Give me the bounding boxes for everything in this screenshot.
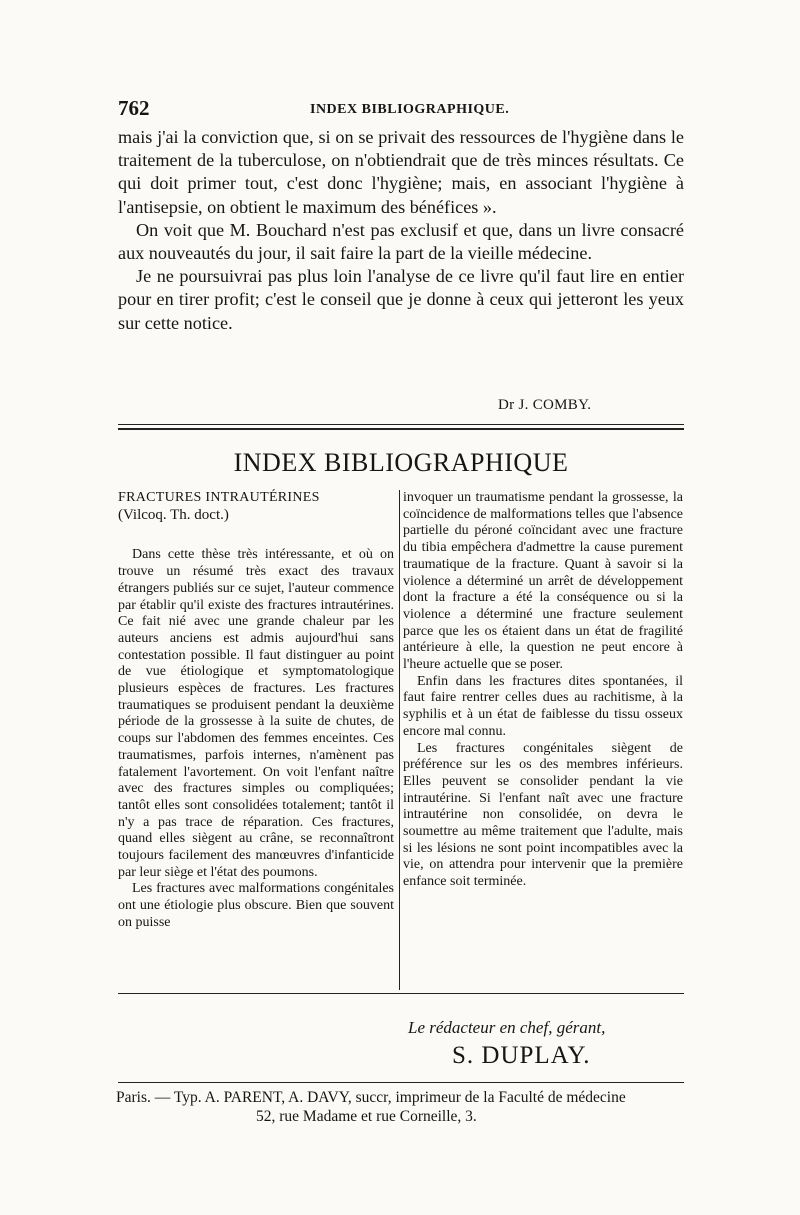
section-title: INDEX BIBLIOGRAPHIQUE [233,448,569,477]
intro-paragraph: On voit que M. Bouchard n'est pas exclusif et que, dans un livre consacré aux nouveautés du jour, il sait faire la part de la vieille médecine. [118,219,684,264]
running-head: INDEX BIBLIOGRAPHIQUE. [310,102,510,117]
column-divider [399,490,400,990]
page-number: 762 [118,96,150,120]
imprint-rule [118,1082,684,1083]
section-rule-bottom [118,428,684,430]
article-right-column [403,490,683,891]
article-paragraph: Les fractures congénitales siègent de préférence sur les os des membres inférieurs. Elles peuvent se consolider pendant la vie intrautérine. Si l'enfant naît avec une fracture intrautérine non consolidée, on devra le soumettre au même traitement que l'adulte, mais si les lésions ne sont point incompatibles avec la vie, on attendra pour intervenir que la première enfance soit terminée. [403,740,683,890]
intro-paragraph: Je ne poursuivrai pas plus loin l'analyse de ce livre qu'il faut lire en entier pour en tirer profit; c'est le conseil que je donne à ceux qui jetteront les yeux sur cette notice. [118,266,684,333]
article-end-rule [118,993,684,994]
editor-label: Le rédacteur en chef, gérant, [408,1018,606,1037]
imprint [116,1088,682,1126]
article-subtitle: (Vilcoq. Th. doct.) [118,506,229,523]
article-paragraph: invoquer un traumatisme pendant la grossesse, la coïncidence de malformations telles que l'absence partielle du péroné coïncidant avec une fracture du tibia empêchera d'admettre la cause purement traumatique de la fracture. Quant à savoir si la violence a déterminé un arrêt de développement dont la fracture a été la conséquence ou si la violence a déterminé une fracture seulement parce que les os étaient dans un état de fragilité antérieure à elle, la question ne peut encore à l'heure actuelle que se poser. [403,490,683,673]
review-signature: Dr J. COMBY. [498,397,592,413]
imprint-line: Paris. — Typ. A. PARENT, A. DAVY, succr, imprimeur de la Faculté de médecine [116,1089,626,1106]
intro-paragraph: mais j'ai la conviction que, si on se privait des ressources de l'hygiène dans le traitement de la tuberculose, on n'obtiendrait que de très minces résultats. Ce qui doit primer tout, c'est donc l'hygiène; mais, en associant l'hygiène à l'antisepsie, on obtient le maximum des bénéfices ». [118,127,684,217]
article-paragraph: Enfin dans les fractures dites spontanées, il faut faire rentrer celles dues au rachitisme, à la syphilis et à un état de faiblesse du tissu osseux encore mal connu. [403,673,683,739]
article-left-column [118,490,394,932]
editor-name: S. DUPLAY. [452,1042,591,1069]
page-header [118,96,686,120]
intro-text [118,126,684,335]
imprint-line: 52, rue Madame et rue Corneille, 3. [256,1108,477,1125]
article-paragraph: Les fractures avec malformations congénitales ont une étiologie plus obscure. Bien que souvent on puisse [118,881,394,930]
article-paragraph: Dans cette thèse très intéressante, et où on trouve un résumé très exact des travaux étrangers publiés sur ce sujet, l'auteur commence par établir qu'il existe des fractures intrautérines. Ce fait nié avec une grande chaleur par les auteurs anciens est admis aujourd'hui sans contestation possible. Il faut distinguer au point de vue étiologique et symptomatologique plusieurs espèces de fractures. Les fractures traumatiques se produisent pendant la deuxième période de la grossesse à la suite de chutes, de coups sur l'abdomen des femmes enceintes. Ces traumatismes, parfois internes, n'amènent pas fatalement l'avortement. On voit l'enfant naître avec des fractures simples ou compliquées; tantôt elles sont consolidées totalement; tantôt il n'y a pas trace de réparation. Ces fractures, quand elles siègent au crâne, se reconnaîtront toujours facilement des manœuvres d'infanticide par leur siège et l'état des poumons. [118,547,394,880]
section-rule-top [118,424,684,425]
article-title: FRACTURES INTRAUTÉRINES [118,490,320,505]
